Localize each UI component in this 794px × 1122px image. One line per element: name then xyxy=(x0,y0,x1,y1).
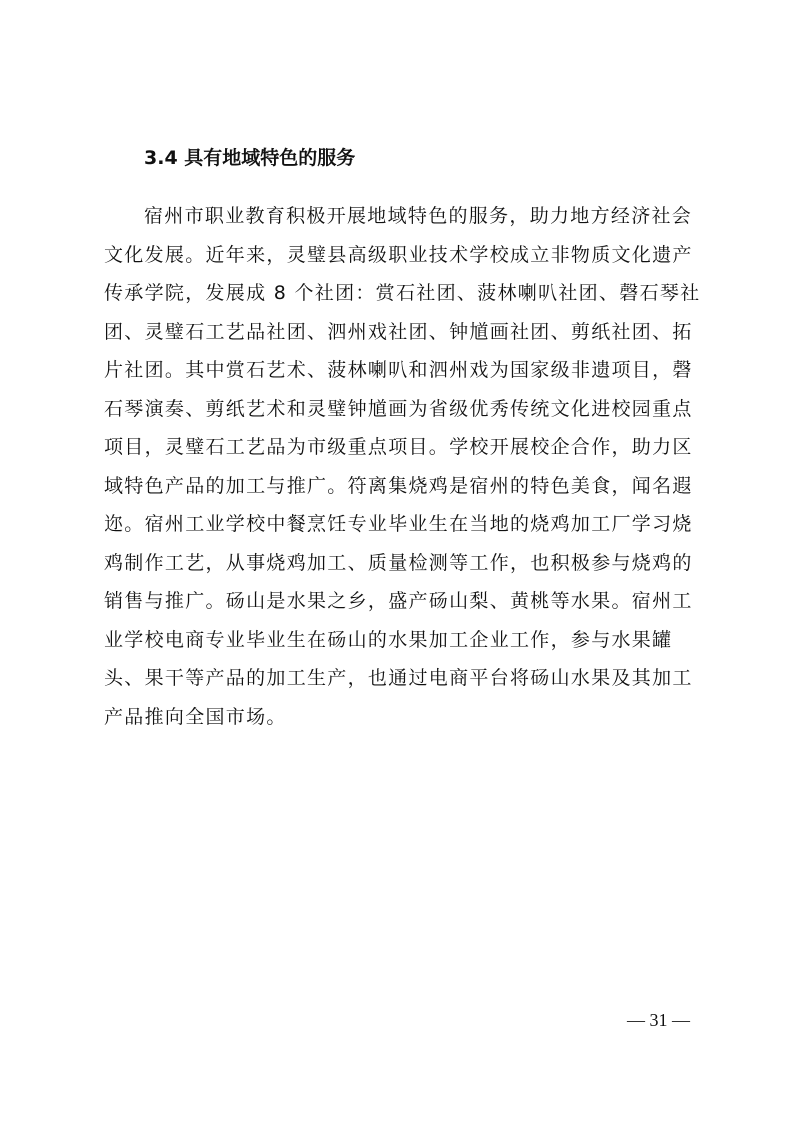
body-paragraph xyxy=(104,197,704,736)
paragraph-line: 宿州市职业教育积极开展地域特色的服务，助力地方经济社会 xyxy=(144,205,693,227)
page-number: — 31 — xyxy=(627,1010,690,1030)
paragraph-line: 文化发展。近年来，灵璧县高级职业技术学校成立非物质文化遗产 xyxy=(104,243,693,266)
paragraph-line: 传承学院，发展成 8 个社团：赏石社团、菠林喇叭社团、磬石琴社 xyxy=(104,282,701,304)
paragraph-line: 销售与推广。砀山是水果之乡，盛产砀山梨、黄桃等水果。宿州工 xyxy=(104,590,693,612)
paragraph-line: 片社团。其中赏石艺术、菠林喇叭和泗州戏为国家级非遗项目，磬 xyxy=(104,359,693,381)
paragraph-line: 迩。宿州工业学校中餐烹饪专业毕业生在当地的烧鸡加工厂学习烧 xyxy=(104,513,693,535)
paragraph-line: 石琴演奏、剪纸艺术和灵璧钟馗画为省级优秀传统文化进校园重点 xyxy=(104,397,693,420)
paragraph-line: 鸡制作工艺，从事烧鸡加工、质量检测等工作，也积极参与烧鸡的 xyxy=(104,551,693,574)
paragraph-line: 业学校电商专业毕业生在砀山的水果加工企业工作，参与水果罐 xyxy=(104,628,673,651)
paragraph-line: 产品推向全国市场。 xyxy=(104,705,287,728)
paragraph-line: 团、灵璧石工艺品社团、泗州戏社团、钟馗画社团、剪纸社团、拓 xyxy=(104,320,693,343)
section-heading: 3.4 具有地域特色的服务 xyxy=(144,147,356,169)
paragraph-line: 域特色产品的加工与推广。符离集烧鸡是宿州的特色美食，闻名遐 xyxy=(104,474,693,497)
paragraph-line: 头、果干等产品的加工生产，也通过电商平台将砀山水果及其加工 xyxy=(104,667,693,689)
paragraph-line: 项目，灵璧石工艺品为市级重点项目。学校开展校企合作，助力区 xyxy=(104,436,693,458)
